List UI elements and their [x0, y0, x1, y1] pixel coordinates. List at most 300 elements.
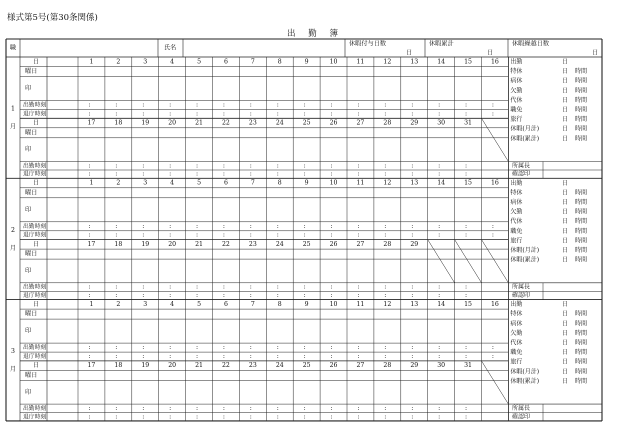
seal-cell[interactable] — [160, 260, 185, 282]
departure-time-cell[interactable]: : — [222, 231, 225, 239]
departure-time-cell[interactable]: : — [142, 231, 145, 239]
seal-cell[interactable] — [321, 320, 346, 342]
arrival-time-cell[interactable]: : — [249, 404, 252, 412]
departure-time-cell[interactable]: : — [276, 413, 279, 421]
seal-cell[interactable] — [187, 260, 212, 282]
departure-time-cell[interactable]: : — [222, 110, 225, 118]
arrival-time-cell[interactable]: : — [276, 222, 279, 230]
departure-time-cell[interactable]: : — [88, 170, 91, 178]
departure-time-cell[interactable]: : — [115, 170, 118, 178]
arrival-time-cell[interactable]: : — [465, 162, 468, 170]
seal-cell[interactable] — [106, 260, 131, 282]
summary-unit: 時間 — [575, 320, 588, 328]
seal-cell[interactable] — [321, 381, 346, 403]
departure-time-cell[interactable]: : — [249, 170, 252, 178]
departure-time-cell[interactable]: : — [196, 231, 199, 239]
arrival-time-cell[interactable]: : — [330, 222, 333, 230]
seal-cell[interactable] — [456, 139, 481, 161]
arrival-time-cell[interactable]: : — [196, 344, 199, 352]
arrival-time-cell[interactable]: : — [465, 101, 468, 109]
seal-cell[interactable] — [456, 381, 481, 403]
arrival-time-cell[interactable]: : — [169, 222, 172, 230]
arrival-time-cell[interactable]: : — [357, 344, 360, 352]
arrival-time-cell[interactable]: : — [115, 404, 118, 412]
summary-unit: 時間 — [575, 377, 588, 385]
arrival-time-cell[interactable]: : — [115, 283, 118, 291]
arrival-time-cell[interactable]: : — [222, 283, 225, 291]
seal-cell[interactable] — [160, 320, 185, 342]
departure-time-cell[interactable]: : — [411, 353, 414, 360]
arrival-time-cell[interactable]: : — [249, 344, 252, 352]
seal-cell[interactable] — [79, 260, 104, 282]
seal-cell[interactable] — [133, 320, 158, 342]
seal-cell[interactable] — [187, 199, 212, 221]
seal-cell[interactable] — [402, 199, 427, 221]
seal-cell[interactable] — [267, 78, 292, 100]
seal-cell[interactable] — [79, 381, 104, 403]
day-number: 8 — [277, 58, 282, 66]
departure-time-cell[interactable]: : — [115, 413, 118, 421]
departure-time-cell[interactable]: : — [465, 291, 468, 299]
arrival-time-cell[interactable]: : — [276, 344, 279, 352]
departure-time-cell[interactable]: : — [222, 353, 225, 360]
seal-cell[interactable] — [79, 199, 104, 221]
seal-cell[interactable] — [240, 260, 265, 282]
arrival-time-cell[interactable]: : — [303, 404, 306, 412]
departure-time-cell[interactable]: : — [169, 291, 172, 299]
arrival-time-cell[interactable]: : — [196, 222, 199, 230]
summary-unit: 日 — [562, 135, 569, 143]
departure-time-cell[interactable]: : — [330, 291, 333, 299]
departure-time-cell[interactable]: : — [330, 353, 333, 360]
seal-cell[interactable] — [133, 139, 158, 161]
arrival-time-cell[interactable]: : — [88, 283, 91, 291]
seal-cell[interactable] — [160, 78, 185, 100]
summary-unit: 日 — [562, 349, 569, 357]
departure-time-cell[interactable]: : — [438, 413, 441, 421]
arrival-time-cell[interactable]: : — [465, 222, 468, 230]
departure-time-cell[interactable]: : — [88, 291, 91, 299]
arrival-time-cell[interactable]: : — [411, 222, 414, 230]
arrival-time-cell[interactable]: : — [330, 344, 333, 352]
seal-cell[interactable] — [214, 78, 239, 100]
arrival-time-cell[interactable]: : — [196, 404, 199, 412]
departure-time-cell[interactable]: : — [222, 170, 225, 178]
departure-time-cell[interactable]: : — [303, 170, 306, 178]
departure-time-cell[interactable]: : — [276, 110, 279, 118]
arrival-time-cell[interactable]: : — [491, 344, 494, 352]
seal-cell[interactable] — [483, 320, 508, 342]
seal-cell[interactable] — [429, 139, 454, 161]
arrival-time-cell[interactable]: : — [88, 344, 91, 352]
departure-time-cell[interactable]: : — [303, 353, 306, 360]
arrival-time-cell[interactable]: : — [357, 404, 360, 412]
seal-cell[interactable] — [402, 381, 427, 403]
departure-time-cell[interactable]: : — [169, 413, 172, 421]
seal-cell[interactable] — [294, 78, 319, 100]
arrival-time-cell[interactable]: : — [384, 222, 387, 230]
departure-time-cell[interactable]: : — [88, 413, 91, 421]
arrival-time-cell[interactable]: : — [142, 283, 145, 291]
day-number: 21 — [195, 119, 203, 127]
departure-time-cell[interactable]: : — [142, 110, 145, 118]
arrival-time-cell[interactable]: : — [384, 162, 387, 170]
arrival-time-cell[interactable]: : — [330, 283, 333, 291]
seal-cell[interactable] — [106, 199, 131, 221]
departure-time-cell[interactable]: : — [222, 413, 225, 421]
arrival-time-cell[interactable]: : — [330, 101, 333, 109]
seal-cell[interactable] — [79, 139, 104, 161]
seal-cell[interactable] — [294, 139, 319, 161]
seal-cell[interactable] — [240, 139, 265, 161]
departure-time-cell[interactable]: : — [411, 413, 414, 421]
seal-cell[interactable] — [106, 381, 131, 403]
arrival-time-cell[interactable]: : — [222, 162, 225, 170]
departure-time-cell[interactable]: : — [384, 231, 387, 239]
departure-time-cell[interactable]: : — [276, 291, 279, 299]
arrival-time-cell[interactable]: : — [169, 404, 172, 412]
departure-time-cell[interactable]: : — [115, 353, 118, 360]
departure-time-cell[interactable]: : — [357, 353, 360, 360]
arrival-time-cell[interactable]: : — [303, 344, 306, 352]
seal-cell[interactable] — [214, 320, 239, 342]
departure-time-cell[interactable]: : — [465, 231, 468, 239]
seal-cell[interactable] — [160, 199, 185, 221]
departure-time-cell[interactable]: : — [88, 353, 91, 360]
departure-time-cell[interactable]: : — [169, 231, 172, 239]
arrival-time-cell[interactable]: : — [438, 222, 441, 230]
seal-cell[interactable] — [106, 78, 131, 100]
arrival-time-cell[interactable]: : — [169, 283, 172, 291]
arrival-time-cell[interactable]: : — [115, 101, 118, 109]
approval-seal-box[interactable] — [544, 163, 601, 178]
seal-cell[interactable] — [348, 381, 373, 403]
position-field[interactable] — [21, 40, 157, 56]
departure-time-cell[interactable]: : — [249, 291, 252, 299]
departure-time-cell[interactable]: : — [276, 231, 279, 239]
arrival-time-cell[interactable]: : — [142, 344, 145, 352]
seal-cell[interactable] — [267, 381, 292, 403]
departure-time-cell[interactable]: : — [465, 110, 468, 118]
seal-cell[interactable] — [133, 381, 158, 403]
departure-time-cell[interactable]: : — [330, 170, 333, 178]
arrival-time-cell[interactable]: : — [384, 283, 387, 291]
departure-time-cell[interactable]: : — [357, 231, 360, 239]
arrival-time-cell[interactable]: : — [438, 404, 441, 412]
seal-cell[interactable] — [187, 320, 212, 342]
arrival-time-cell[interactable]: : — [88, 101, 91, 109]
seal-cell[interactable] — [187, 381, 212, 403]
departure-time-cell[interactable]: : — [88, 110, 91, 118]
arrival-time-cell[interactable]: : — [357, 162, 360, 170]
arrival-time-cell[interactable]: : — [249, 101, 252, 109]
departure-time-cell[interactable]: : — [169, 110, 172, 118]
arrival-time-cell[interactable]: : — [115, 162, 118, 170]
arrival-time-cell[interactable]: : — [411, 101, 414, 109]
seal-cell[interactable] — [429, 320, 454, 342]
arrival-time-cell[interactable]: : — [222, 222, 225, 230]
arrival-time-cell[interactable]: : — [115, 344, 118, 352]
departure-time-cell[interactable]: : — [115, 231, 118, 239]
departure-time-cell[interactable]: : — [249, 231, 252, 239]
arrival-time-cell[interactable]: : — [88, 162, 91, 170]
seal-cell[interactable] — [267, 139, 292, 161]
departure-time-cell[interactable]: : — [411, 231, 414, 239]
departure-time-cell[interactable]: : — [491, 110, 494, 118]
arrival-time-cell[interactable]: : — [222, 344, 225, 352]
arrival-time-cell[interactable]: : — [438, 101, 441, 109]
departure-time-cell[interactable]: : — [411, 291, 414, 299]
departure-time-cell[interactable]: : — [465, 353, 468, 360]
seal-cell[interactable] — [240, 381, 265, 403]
seal-cell[interactable] — [294, 381, 319, 403]
arrival-time-cell[interactable]: : — [142, 222, 145, 230]
departure-time-cell[interactable]: : — [196, 110, 199, 118]
seal-cell[interactable] — [321, 199, 346, 221]
arrival-time-cell[interactable]: : — [303, 101, 306, 109]
arrival-time-cell[interactable]: : — [249, 283, 252, 291]
seal-cell[interactable] — [187, 78, 212, 100]
day-number: 6 — [223, 58, 228, 66]
day-number: 20 — [168, 119, 177, 127]
arrival-time-cell[interactable]: : — [438, 344, 441, 352]
arrival-time-cell[interactable]: : — [249, 162, 252, 170]
arrival-time-cell[interactable]: : — [88, 404, 91, 412]
seal-cell[interactable] — [79, 78, 104, 100]
day-row-label: 日 — [32, 119, 40, 127]
seal-cell[interactable] — [456, 320, 481, 342]
seal-cell[interactable] — [133, 199, 158, 221]
seal-cell[interactable] — [429, 199, 454, 221]
seal-cell[interactable] — [375, 260, 400, 282]
departure-time-cell[interactable]: : — [491, 231, 494, 239]
departure-time-cell[interactable]: : — [330, 413, 333, 421]
departure-time-cell[interactable]: : — [384, 170, 387, 178]
arrival-time-cell[interactable]: : — [276, 283, 279, 291]
seal-cell[interactable] — [106, 320, 131, 342]
arrival-time-cell[interactable]: : — [196, 162, 199, 170]
arrival-time-cell[interactable]: : — [465, 344, 468, 352]
departure-time-cell[interactable]: : — [222, 291, 225, 299]
seal-cell[interactable] — [267, 260, 292, 282]
seal-cell[interactable] — [294, 260, 319, 282]
departure-time-cell[interactable]: : — [438, 231, 441, 239]
seal-cell[interactable] — [348, 260, 373, 282]
seal-cell[interactable] — [456, 199, 481, 221]
arrival-time-cell[interactable]: : — [303, 162, 306, 170]
seal-cell[interactable] — [402, 260, 427, 282]
arrival-time-cell[interactable]: : — [411, 404, 414, 412]
seal-cell[interactable] — [187, 139, 212, 161]
seal-cell[interactable] — [267, 320, 292, 342]
seal-cell[interactable] — [456, 78, 481, 100]
seal-cell[interactable] — [429, 381, 454, 403]
departure-time-cell[interactable]: : — [196, 353, 199, 360]
arrival-time-cell[interactable]: : — [142, 162, 145, 170]
seal-cell[interactable] — [375, 381, 400, 403]
document-title: 出 勤 簿 — [287, 29, 343, 39]
arrival-time-cell[interactable]: : — [169, 162, 172, 170]
departure-time-cell[interactable]: : — [196, 170, 199, 178]
departure-time-cell[interactable]: : — [411, 110, 414, 118]
departure-time-cell[interactable]: : — [465, 170, 468, 178]
seal-cell[interactable] — [429, 78, 454, 100]
departure-time-cell[interactable]: : — [115, 110, 118, 118]
departure-time-cell[interactable]: : — [196, 413, 199, 421]
seal-cell[interactable] — [402, 78, 427, 100]
arrival-time-cell[interactable]: : — [142, 404, 145, 412]
departure-time-cell[interactable]: : — [411, 170, 414, 178]
departure-time-cell[interactable]: : — [465, 413, 468, 421]
departure-time-cell[interactable]: : — [276, 170, 279, 178]
seal-cell[interactable] — [214, 381, 239, 403]
arrival-time-cell[interactable]: : — [357, 222, 360, 230]
seal-cell[interactable] — [348, 78, 373, 100]
arrival-time-cell[interactable]: : — [330, 162, 333, 170]
departure-time-cell[interactable]: : — [384, 291, 387, 299]
arrival-time-cell[interactable]: : — [411, 344, 414, 352]
departure-time-cell[interactable]: : — [438, 353, 441, 360]
summary-label: 特休 — [510, 68, 523, 76]
seal-cell[interactable] — [375, 199, 400, 221]
departure-time-cell[interactable]: : — [438, 170, 441, 178]
seal-cell[interactable] — [375, 78, 400, 100]
seal-cell[interactable] — [375, 139, 400, 161]
arrival-time-cell[interactable]: : — [169, 101, 172, 109]
arrival-time-cell[interactable]: : — [196, 283, 199, 291]
arrival-time-cell[interactable]: : — [357, 101, 360, 109]
departure-time-label: 退庁時刻 — [23, 292, 47, 299]
arrival-time-cell[interactable]: : — [88, 222, 91, 230]
departure-time-cell[interactable]: : — [142, 353, 145, 360]
arrival-time-cell[interactable]: : — [384, 344, 387, 352]
seal-cell[interactable] — [240, 199, 265, 221]
departure-time-cell[interactable]: : — [357, 110, 360, 118]
arrival-time-cell[interactable]: : — [303, 222, 306, 230]
seal-cell[interactable] — [240, 320, 265, 342]
seal-cell[interactable] — [483, 199, 508, 221]
arrival-time-cell[interactable]: : — [438, 162, 441, 170]
arrival-time-cell[interactable]: : — [384, 404, 387, 412]
summary-label: 職免 — [510, 106, 523, 114]
name-field[interactable] — [184, 40, 344, 56]
approval-seal-box[interactable] — [544, 284, 601, 299]
departure-time-cell[interactable]: : — [384, 110, 387, 118]
departure-time-cell[interactable]: : — [249, 413, 252, 421]
arrival-time-cell[interactable]: : — [411, 162, 414, 170]
departure-time-cell[interactable]: : — [303, 231, 306, 239]
seal-cell[interactable] — [375, 320, 400, 342]
arrival-time-cell[interactable]: : — [276, 101, 279, 109]
departure-time-cell[interactable]: : — [357, 291, 360, 299]
departure-time-cell[interactable]: : — [303, 413, 306, 421]
seal-cell[interactable] — [321, 260, 346, 282]
departure-time-cell[interactable]: : — [303, 291, 306, 299]
seal-cell[interactable] — [294, 320, 319, 342]
seal-cell[interactable] — [348, 320, 373, 342]
arrival-time-cell[interactable]: : — [222, 404, 225, 412]
seal-cell[interactable] — [160, 139, 185, 161]
departure-time-cell[interactable]: : — [142, 413, 145, 421]
seal-cell[interactable] — [483, 78, 508, 100]
seal-cell[interactable] — [133, 260, 158, 282]
summary-unit: 日 — [562, 320, 569, 328]
departure-time-cell[interactable]: : — [115, 291, 118, 299]
arrival-time-cell[interactable]: : — [276, 162, 279, 170]
seal-cell[interactable] — [240, 78, 265, 100]
seal-cell[interactable] — [294, 199, 319, 221]
arrival-time-cell[interactable]: : — [411, 283, 414, 291]
departure-time-cell[interactable]: : — [357, 170, 360, 178]
departure-time-cell[interactable]: : — [88, 231, 91, 239]
departure-time-cell[interactable]: : — [384, 353, 387, 360]
arrival-time-cell[interactable]: : — [465, 404, 468, 412]
departure-time-cell[interactable]: : — [169, 170, 172, 178]
seal-cell[interactable] — [214, 260, 239, 282]
seal-cell[interactable] — [133, 78, 158, 100]
seal-cell[interactable] — [79, 320, 104, 342]
departure-time-cell[interactable]: : — [330, 231, 333, 239]
arrival-time-cell[interactable]: : — [142, 101, 145, 109]
day-number: 5 — [197, 300, 202, 308]
seal-cell[interactable] — [321, 78, 346, 100]
arrival-time-cell[interactable]: : — [384, 101, 387, 109]
departure-time-cell[interactable]: : — [196, 291, 199, 299]
departure-time-cell[interactable]: : — [438, 291, 441, 299]
seal-cell[interactable] — [402, 139, 427, 161]
seal-cell[interactable] — [160, 381, 185, 403]
arrival-time-cell[interactable]: : — [438, 283, 441, 291]
departure-time-cell[interactable]: : — [142, 170, 145, 178]
arrival-time-cell[interactable]: : — [491, 101, 494, 109]
arrival-time-cell[interactable]: : — [303, 283, 306, 291]
departure-time-cell[interactable]: : — [438, 110, 441, 118]
departure-time-cell[interactable]: : — [303, 110, 306, 118]
day-number: 30 — [437, 119, 446, 127]
summary-unit: 時間 — [575, 208, 588, 216]
seal-cell[interactable] — [402, 320, 427, 342]
seal-cell[interactable] — [106, 139, 131, 161]
departure-time-cell[interactable]: : — [249, 353, 252, 360]
seal-cell[interactable] — [321, 139, 346, 161]
seal-cell[interactable] — [348, 139, 373, 161]
arrival-time-cell[interactable]: : — [222, 101, 225, 109]
arrival-time-cell[interactable]: : — [169, 344, 172, 352]
seal-cell[interactable] — [348, 199, 373, 221]
arrival-time-cell[interactable]: : — [115, 222, 118, 230]
departure-time-cell[interactable]: : — [384, 413, 387, 421]
departure-time-cell[interactable]: : — [142, 291, 145, 299]
departure-time-cell[interactable]: : — [491, 353, 494, 360]
departure-time-cell[interactable]: : — [276, 353, 279, 360]
arrival-time-cell[interactable]: : — [276, 404, 279, 412]
departure-time-cell[interactable]: : — [169, 353, 172, 360]
departure-time-cell[interactable]: : — [357, 413, 360, 421]
seal-cell[interactable] — [214, 199, 239, 221]
departure-time-cell[interactable]: : — [330, 110, 333, 118]
departure-time-cell[interactable]: : — [249, 110, 252, 118]
arrival-time-cell[interactable]: : — [249, 222, 252, 230]
seal-cell[interactable] — [214, 139, 239, 161]
seal-cell[interactable] — [267, 199, 292, 221]
arrival-time-cell[interactable]: : — [330, 404, 333, 412]
arrival-time-cell[interactable]: : — [357, 283, 360, 291]
approval-seal-box[interactable] — [544, 405, 601, 420]
arrival-time-cell[interactable]: : — [196, 101, 199, 109]
arrival-time-cell[interactable]: : — [491, 222, 494, 230]
arrival-time-cell[interactable]: : — [465, 283, 468, 291]
summary-label: 病休 — [510, 199, 523, 206]
